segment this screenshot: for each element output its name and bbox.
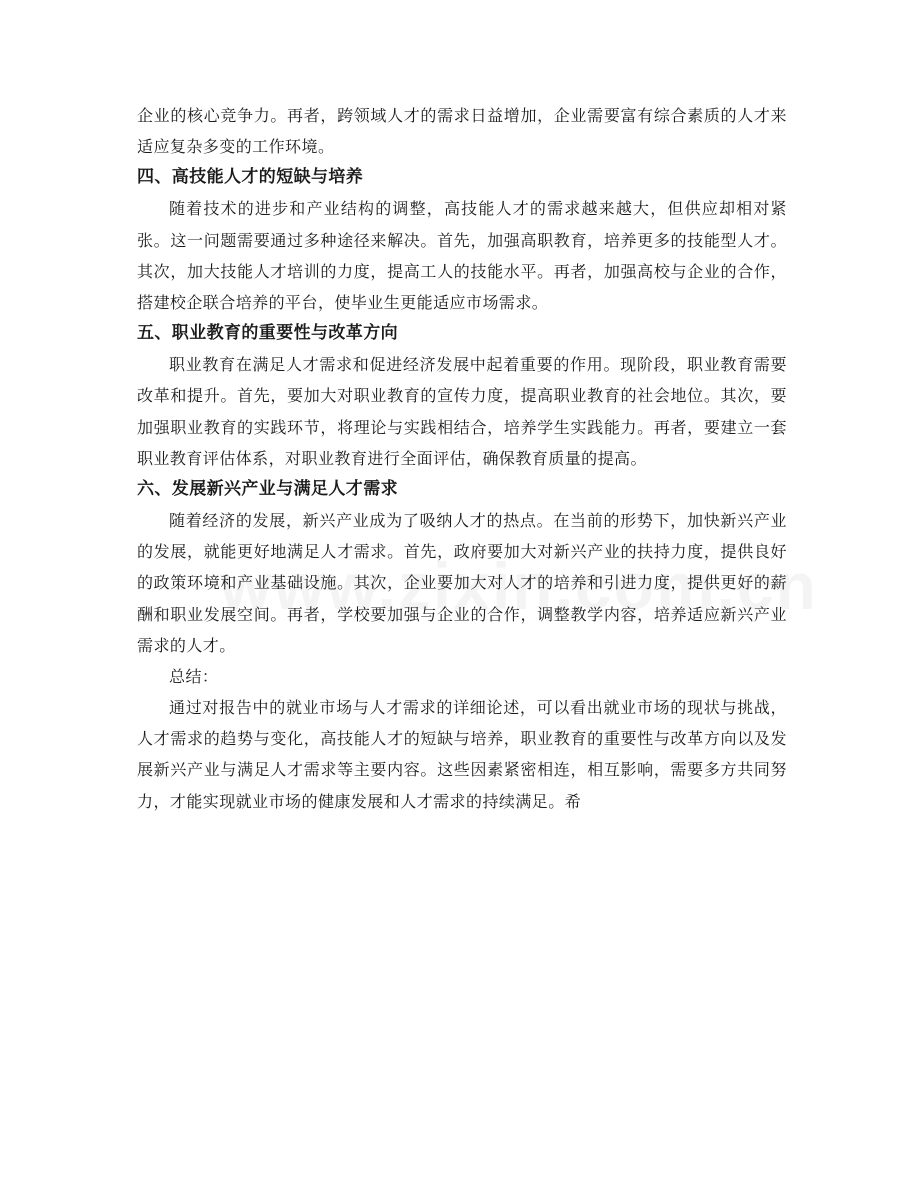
section-6-paragraph: 随着经济的发展，新兴产业成为了吸纳人才的热点。在当前的形势下，加快新兴产业的发展，就能更好地满足人才需求。首先，政府要加大对新兴产业的扶持力度，提供良好的政策环境和产业基础设施。其次，企业要加大对人才的培养和引进力度，提供更好的薪酬和职业发展空间。再者，学校要加强与企业的合作，调整教学内容，培养适应新兴产业需求的人才。 [137, 511, 787, 655]
section-heading-5: 五、职业教育的重要性与改革方向 [137, 323, 398, 344]
document-body [137, 100, 787, 817]
section-5-paragraph: 职业教育在满足人才需求和促进经济发展中起着重要的作用。现阶段，职业教育需要改革和提升。首先，要加大对职业教育的宣传力度，提高职业教育的社会地位。其次，要加强职业教育的实践环节，将理论与实践相结合，培养学生实践能力。再者，要建立一套职业教育评估体系，对职业教育进行全面评估，确保教育质量的提高。 [137, 355, 787, 468]
section-heading-6: 六、发展新兴产业与满足人才需求 [137, 479, 398, 500]
summary-label: 总结： [169, 667, 219, 687]
intro-continuation-paragraph: 企业的核心竞争力。再者，跨领域人才的需求日益增加，企业需要富有综合素质的人才来适应复杂多变的工作环境。 [137, 106, 787, 157]
section-heading-4: 四、高技能人才的短缺与培养 [137, 167, 364, 188]
section-4-paragraph: 随着技术的进步和产业结构的调整，高技能人才的需求越来越大，但供应却相对紧张。这一问题需要通过多种途径来解决。首先，加强高职教育，培养更多的技能型人才。其次，加大技能人才培训的力度，提高工人的技能水平。再者，加强高校与企业的合作，搭建校企联合培养的平台，使毕业生更能适应市场需求。 [137, 199, 787, 313]
summary-paragraph: 通过对报告中的就业市场与人才需求的详细论述，可以看出就业市场的现状与挑战，人才需求的趋势与变化，高技能人才的短缺与培养，职业教育的重要性与改革方向以及发展新兴产业与满足人才需求等主要内容。这些因素紧密相连，相互影响，需要多方共同努力，才能实现就业市场的健康发展和人才需求的持续满足。希 [137, 698, 787, 811]
